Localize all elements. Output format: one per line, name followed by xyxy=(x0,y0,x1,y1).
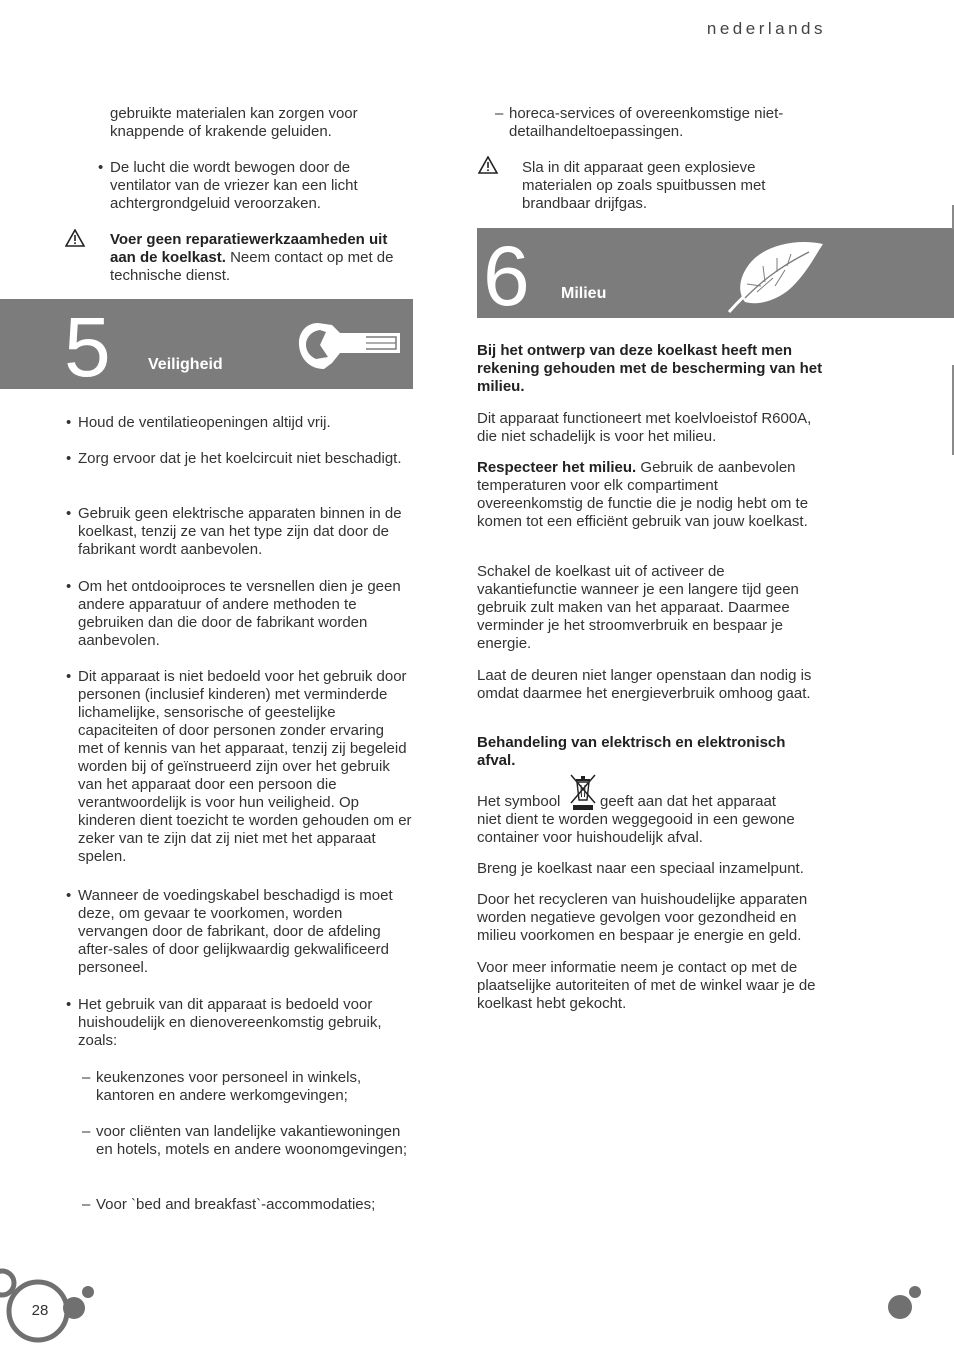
leaf-icon xyxy=(725,236,827,314)
list-item: • Houd de ventilatieopeningen altijd vrij. xyxy=(66,414,331,431)
weee-line: Het symbool xyxy=(477,793,561,810)
list-item: • De lucht die wordt bewogen door de ventilator van de vriezer kan een licht achtergrondgeluid veroorzaken. xyxy=(98,159,358,212)
page-circles-decoration xyxy=(0,1255,100,1354)
list-item: • Wanneer de voedingskabel beschadigd is moet deze, om gevaar te voorkomen, worden vervangen door de fabrikant, door de afdeling after-sales of door gelijkwaardig gekwalificeerd personeel. xyxy=(66,887,393,976)
weee-line-after: geeft aan dat het apparaat xyxy=(600,793,776,810)
section-5-banner xyxy=(0,299,413,394)
corner-dots-decoration xyxy=(884,1282,924,1322)
paragraph: Door het recycleren van huishoudelijke apparaten worden negatieve gevolgen voor gezondheid en milieu voorkomen en bespaar je energie en geld. xyxy=(477,891,808,944)
wrench-icon xyxy=(296,315,404,377)
sub-list-item: – Voor `bed and breakfast`-accommodaties; xyxy=(82,1196,376,1213)
section-6-banner xyxy=(477,228,954,323)
paragraph: Respecteer het milieu. Gebruik de aanbevolen temperaturen voor elk compartiment overeenkomstig de functie die je nodig hebt om te komen tot een efficiënt gebruik van jouw koelkast. xyxy=(477,459,809,530)
section-title: Milieu xyxy=(561,285,607,302)
list-item: • Dit apparaat is niet bedoeld voor het gebruik door personen (inclusief kinderen) met verminderde lichamelijke, sensorische of geestelijke capaciteiten of door personen zonder ervaring met of kennis van het apparaat, tenzij zij begeleid worden bij of geïnstrueerd zijn over het gebruik van het apparaat door een persoon die verantwoordelijk is voor hun veiligheid. Op kinderen dient toezicht te worden gehouden om er zeker van te zijn dat zij niet met het apparaat spelen. xyxy=(66,668,412,865)
repair-warning: Voer geen reparatiewerkzaamheden uit aan de koelkast. Neem contact op met de technische dienst. xyxy=(110,231,394,284)
sub-list-item: – horeca-services of overeenkomstige niet-detailhandeltoepassingen. xyxy=(495,105,784,140)
paragraph: Voor meer informatie neem je contact op met de plaatselijke autoriteiten of met de winkel waar je de koelkast hebt gekocht. xyxy=(477,959,816,1012)
language-label: nederlands xyxy=(706,19,826,38)
warning-icon xyxy=(478,156,498,174)
paragraph: Schakel de koelkast uit of activeer de vakantiefunctie wanneer je een langere tijd geen gebruik zult maken van het apparaat. Daarmee verminder je het stroomverbruik en bespaar je energie. xyxy=(477,563,799,652)
warning-icon xyxy=(65,229,85,247)
crossed-bin-icon xyxy=(568,773,598,811)
paragraph: Breng je koelkast naar een speciaal inzamelpunt. xyxy=(477,860,804,877)
intro-continuation: gebruikte materialen kan zorgen voor knappende of krakende geluiden. xyxy=(110,105,358,140)
sub-list-item: – keukenzones voor personeel in winkels, kantoren en andere werkomgevingen; xyxy=(82,1069,362,1104)
list-item: • Zorg ervoor dat je het koelcircuit niet beschadigt. xyxy=(66,450,402,467)
section-title: Veiligheid xyxy=(148,356,223,373)
section-number: 6 xyxy=(483,229,530,323)
list-item: • Om het ontdooiproces te versnellen dien je geen andere apparatuur of andere methoden te gebruiken dan die door de fabrikant worden aanbevolen. xyxy=(66,578,401,649)
explosive-warning: Sla in dit apparaat geen explosieve materialen op zoals spuitbussen met brandbaar drijfgas. xyxy=(522,159,766,212)
page-number: 28 xyxy=(31,1302,49,1319)
milieu-lead: Bij het ontwerp van deze koelkast heeft men rekening gehouden met de bescherming van het milieu. xyxy=(477,342,823,395)
list-item: • Gebruik geen elektrische apparaten binnen in de koelkast, tenzij ze van het type zijn dat door de fabrikant wordt aanbevolen. xyxy=(66,505,402,558)
section-number: 5 xyxy=(64,300,111,394)
paragraph: Laat de deuren niet langer openstaan dan nodig is omdat daarmee het energieverbruik omhoog gaat. xyxy=(477,667,812,702)
paragraph: Dit apparaat functioneert met koelvloeistof R600A, die niet schadelijk is voor het milieu. xyxy=(477,410,812,445)
sub-list-item: – voor cliënten van landelijke vakantiewoningen en hotels, motels en andere woonomgevingen; xyxy=(82,1123,408,1158)
paragraph: niet dient te worden weggegooid in een gewone container voor huishoudelijk afval. xyxy=(477,811,795,846)
list-item: • Het gebruik van dit apparaat is bedoeld voor huishoudelijk en dienovereenkomstig gebruik, zoals: xyxy=(66,996,382,1049)
weee-heading: Behandeling van elektrisch en elektronisch afval. xyxy=(477,734,786,769)
